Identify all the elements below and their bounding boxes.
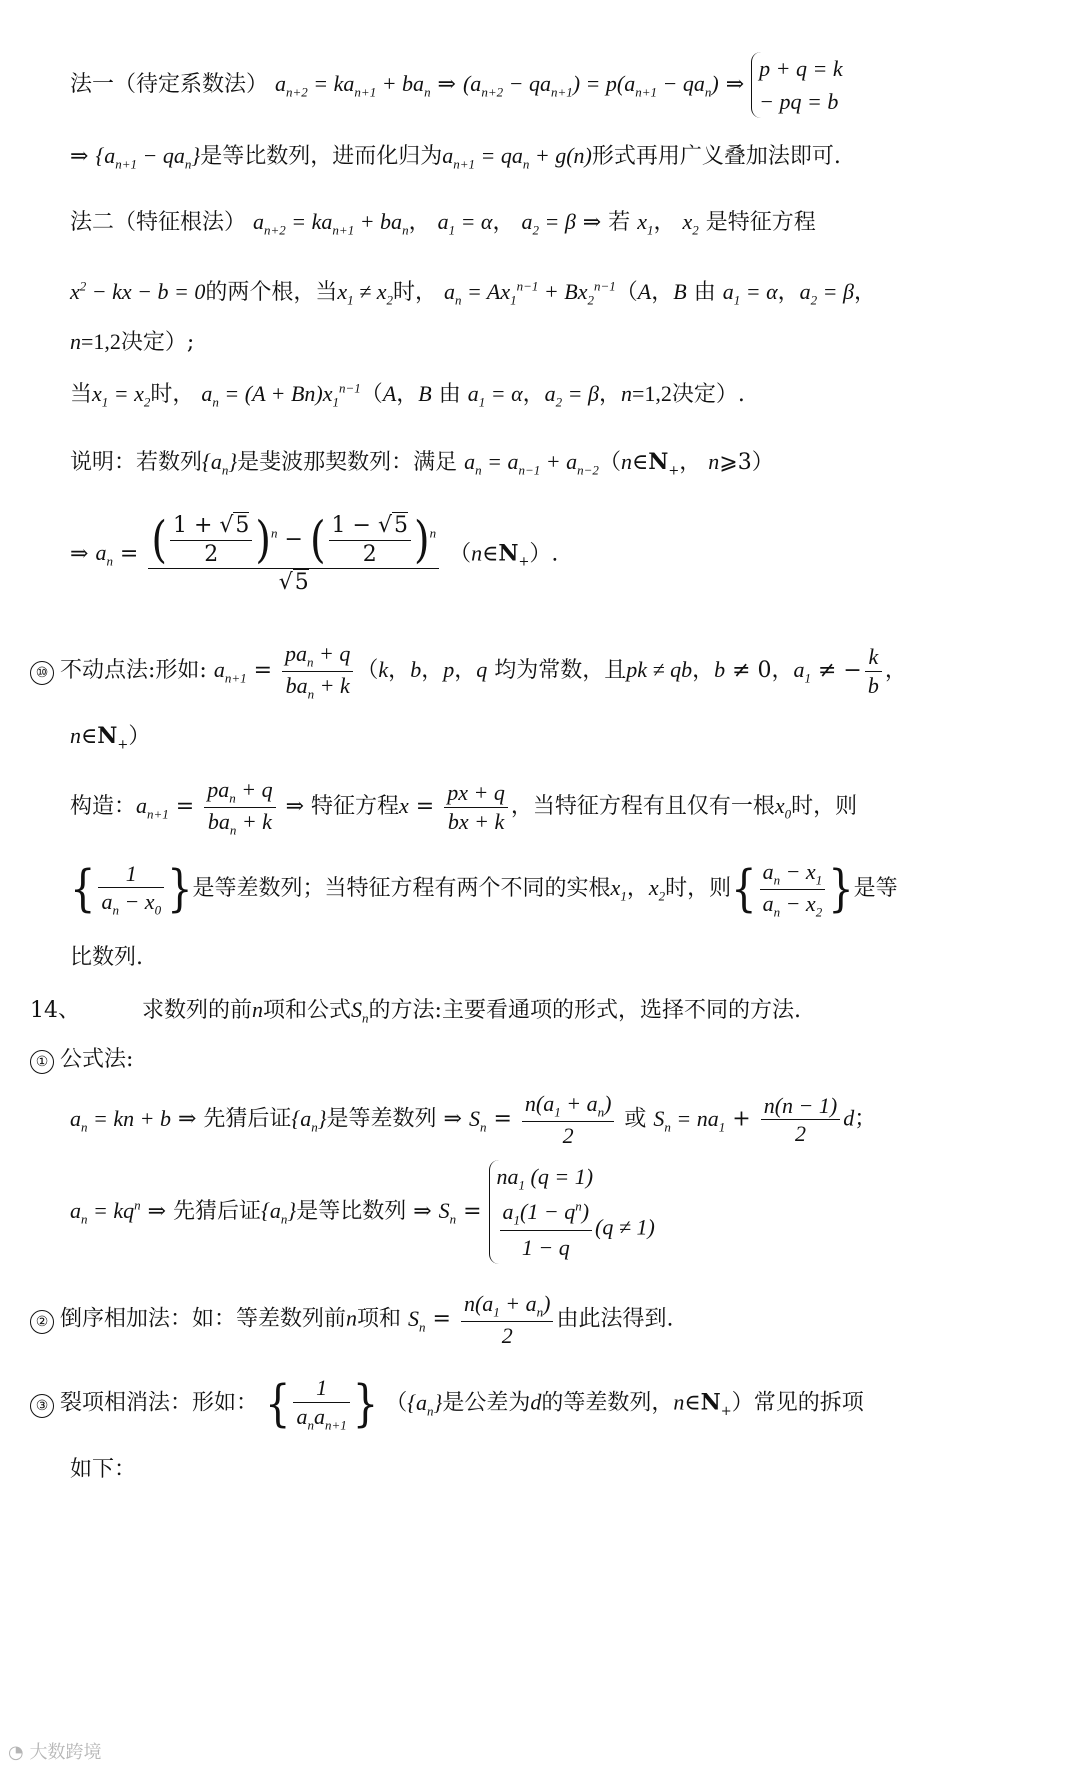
formula-method <box>30 1046 133 1074</box>
as-follows: 如下： <box>70 1457 137 1482</box>
arith-geo-line: { $\frac{1}{a_n - x_0}$ }是等差数列；当特征方程有两个不同的实根$x_1$，$x_2$时，则{ $\frac{a_n - x_1}{a_n - x_2}$ }是等 <box>70 859 898 920</box>
text-char-eq: 是特征方程 <box>705 210 816 235</box>
watermark-icon: ◔ <box>8 1742 24 1763</box>
text-guess: 先猜后证 <box>203 1106 292 1132</box>
text-note: 说明：若数列 <box>70 450 203 475</box>
text-char-eq2: 特征方程 <box>311 794 400 820</box>
reverse-add-method: ② 倒序相加法：如：等差数列前n项和 $S_n$ = $\frac{n(a_1 + a_n)}{2}$ 由此法得到. <box>30 1290 673 1349</box>
text-sum-prefix: 求数列的前 <box>142 998 253 1023</box>
text-derived: 由此法得到. <box>556 1306 674 1332</box>
text-or: 或 <box>624 1106 647 1132</box>
text-one-root: ，当特征方程有且仅有一根 <box>510 794 775 820</box>
method-two-label: 法二（特征根法） <box>70 210 247 235</box>
text-reverse: 倒序相加法：如：等差数列前 <box>60 1306 347 1332</box>
text-common-split: 常见的拆项 <box>753 1390 864 1416</box>
geo-sum-line: $a_n = kq^n$ ⇒ 先猜后证$\{a_n\}$是等比数列 ⇒ $S_n$ = $na_1$ (q = 1) $\frac{a_1(1 - q^n)}{1 - q}$ (q ≠ 1) <box>70 1160 655 1264</box>
text-when2: 当 <box>70 382 93 407</box>
text-decided: 决定）; <box>120 330 195 355</box>
item-number-10: ⑩ <box>30 661 54 685</box>
text-is-geo: 是等 <box>853 876 898 902</box>
conclusion-tail: 形式再用广义叠加法即可. <box>591 144 841 169</box>
text-constants: 均为常数，且 <box>494 658 627 684</box>
method-one-conclusion: ⇒ $\{a_{n+1} - qa_n\}$是等比数列，进而化归为$a_{n+1} = qa_n + g(n)$形式再用广义叠加法即可. <box>70 143 841 172</box>
text-then2: 时，则 <box>665 876 732 902</box>
text-then: 时，则 <box>791 794 858 820</box>
text-time: 时， <box>150 382 195 407</box>
text-fib: 是斐波那契数列：满足 <box>237 450 458 475</box>
text-sum-mid: 项和公式 <box>263 998 352 1023</box>
method-one-label: 法一（待定系数法） <box>70 72 269 97</box>
item-number-3: ③ <box>30 1394 54 1418</box>
method-two-n: n=1,2决定）; <box>70 329 195 355</box>
binet-formula: ⇒ $a_n$ = ( $\frac{1 + √5}{2}$ )$^n$ − ( $\frac{1 - √5}{2}$ )$^n$ √5 $(n\in N_+)$. <box>70 511 559 595</box>
text-formula-method: 公式法: <box>60 1047 134 1072</box>
text-term-sum: 项和 <box>357 1306 402 1332</box>
text-by: 由 <box>693 280 716 305</box>
fixed-point-method: ⑩ 不动点法:形如: $a_{n+1}$ = $\frac{pa_n + q}{ba_n + k}$ （k，b，p，q 均为常数，且pk ≠ qb，b ≠ 0，$a_1$ ≠ − $\frac{k}{b}$ ， <box>30 640 907 702</box>
geo-sum-cases: $na_1$ (q = 1) $\frac{a_1(1 - q^n)}{1 - q}$ (q ≠ 1) <box>489 1160 655 1264</box>
arith-sum-line: $a_n$ = kn + b ⇒ 先猜后证$\{a_n\}$是等差数列 ⇒ $S_n$ = $\frac{n(a_1 + a_n)}{2}$ 或 $S_n = na_1$ + $\frac{n(n - 1)}{2}$ d； <box>70 1091 877 1148</box>
section-14: 14、 求数列的前n项和公式$S_n$的方法:主要看通项的形式，选择不同的方法. <box>30 997 801 1026</box>
text-guess2: 先猜后证 <box>173 1198 262 1224</box>
text-when: 时， <box>392 280 437 305</box>
text-construct: 构造： <box>70 794 137 820</box>
telescoping-method: ③ 裂项相消法：形如： { $\frac{1}{a_na_{n+1}}$ } （$\{a_n\}$是公差为d的等差数列，$n\in N_+$）常见的拆项 <box>30 1374 864 1433</box>
method-two-equal-roots: 当$x_1 = x_2$时， $a_n = (A + Bn)x_1^{n-1}(A$，B 由 $a_1 = \alpha$，$a_2 = \beta$，n=1,2决定）. <box>70 380 745 410</box>
text-sum-tail: 的方法:主要看通项的形式，选择不同的方法. <box>368 998 801 1023</box>
text-if: 若 <box>608 210 631 235</box>
construction-line: 构造：$a_{n+1}$ = $\frac{pa_n + q}{ba_n + k}$ ⇒ 特征方程x = $\frac{px + q}{bx + k}$ ，当特征方程有且仅有一根$x_0$时，则 <box>70 777 858 838</box>
watermark-text: 大数跨境 <box>29 1742 102 1763</box>
text-roots: 的两个根，当 <box>205 280 338 305</box>
text-telescope: 裂项相消法：形如： <box>60 1390 259 1416</box>
text-geo2: 是等比数列 <box>296 1198 407 1224</box>
method-one-line: 法一（待定系数法） $a_{n+2} = ka_{n+1} + ba_n$ ⇒ $(a_{n+2} - qa_{n+1}) = p(a_{n+1} - qa_n)$ ⇒ p + q = k − pq = b <box>70 52 843 118</box>
geo-seq-text: 比数列. <box>70 945 143 970</box>
text-common-diff: 是公差为 <box>442 1390 531 1416</box>
fibonacci-note: 说明：若数列$\{a_n\}$是斐波那契数列：满足 $a_n = a_{n-1}$ + $a_{n-2}(n\in N_+$， n⩾3） <box>70 449 774 479</box>
item-number-2: ② <box>30 1310 54 1334</box>
text-arith2: 是等差数列 <box>326 1106 437 1132</box>
binet-fraction: ( $\frac{1 + √5}{2}$ )$^n$ − ( $\frac{1 - √5}{2}$ )$^n$ √5 <box>148 512 439 597</box>
text-arith3: 的等差数列， <box>541 1390 674 1416</box>
section-number: 14、 <box>30 998 80 1023</box>
method-two-line: 法二（特征根法） $a_{n+2} = ka_{n+1} + ba_n$， $a_1 = \alpha$， $a_2 = \beta$ ⇒ 若 $x_1$， $x_2$ 是特征方程 <box>70 209 816 238</box>
item-number-1: ① <box>30 1050 54 1074</box>
conclusion-text: 是等比数列，进而化归为 <box>200 144 443 169</box>
text-decided2: 决定）. <box>671 382 745 407</box>
text-form: 不动点法:形如: <box>60 658 207 684</box>
fixed-point-n: $n\in N_+$） <box>70 723 151 753</box>
text-by2: 由 <box>438 382 461 407</box>
watermark-logo <box>8 1738 101 1764</box>
equation-system: p + q = k − pq = b <box>751 52 842 118</box>
text-arith: 是等差数列；当特征方程有两个不同的实根 <box>192 876 611 902</box>
method-two-roots: $x^2$ − kx − b = 0的两个根，当$x_1 \ne x_2$时， $a_n = Ax_1^{n-1} + Bx_2^{n-1}(A$，B 由 $a_1 = \alpha$，$a_2 = \beta$， <box>70 278 876 308</box>
